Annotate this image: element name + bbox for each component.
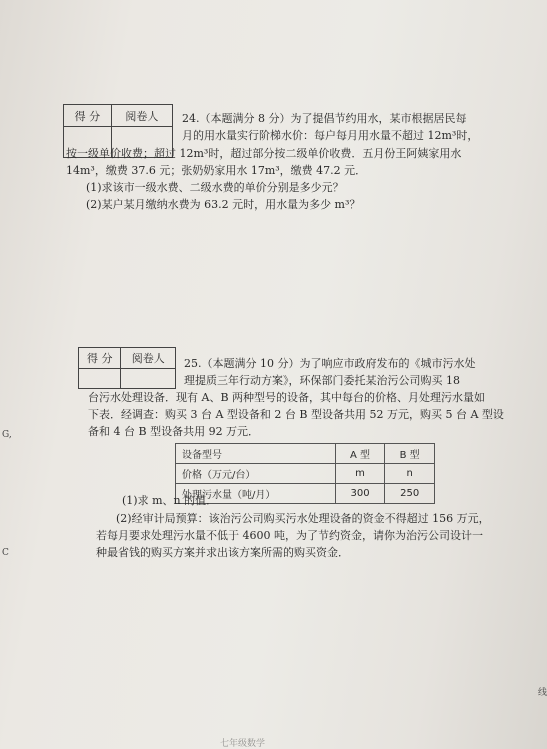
score-cell bbox=[79, 369, 121, 389]
q24-line-1-wrap bbox=[182, 110, 466, 127]
table-header-row bbox=[176, 444, 435, 464]
q25-sub-2-line-1: (2)经审计局预算：该治污公司购买污水处理设备的资金不得超过 156 万元， bbox=[116, 512, 490, 525]
q25-line-5: 备和 4 台 B 型设备共用 92 万元． bbox=[88, 425, 260, 438]
q24-line-3: 按一级单价收费；超过 12m³时，超过部分按二级单价收费．五月份王阿姨家用水 bbox=[66, 147, 462, 160]
q25-sub-2-line-3: 种最省钱的购买方案并求出该方案所需的购买资金． bbox=[96, 546, 349, 559]
table-cell: n bbox=[385, 464, 435, 484]
table-cell: m bbox=[335, 464, 385, 484]
q25-line-3: 台污水处理设备．现有 A、B 两种型号的设备，其中每台的价格、月处理污水量如 bbox=[88, 391, 486, 404]
q24-line-1: 24.（本题满分 8 分）为了提倡节约用水，某市根据居民每 bbox=[182, 112, 467, 125]
q24-line-4: 14m³，缴费 37.6 元；张奶奶家用水 17m³，缴费 47.2 元． bbox=[66, 164, 367, 177]
q25-line-2: 理提质三年行动方案》，环保部门委托某治污公司购买 18 bbox=[184, 374, 460, 387]
table-header-cell: B 型 bbox=[385, 444, 435, 464]
table-row bbox=[176, 464, 435, 484]
left-margin-mark: G, bbox=[2, 430, 12, 440]
q24-sub-2: (2)某户某月缴纳水费为 63.2 元时，用水量为多少 m³？ bbox=[86, 198, 361, 211]
score-label: 得 分 bbox=[64, 105, 112, 127]
q25-sub-1: (1)求 m、n 的值． bbox=[122, 494, 218, 507]
reviewer-label: 阅卷人 bbox=[121, 348, 176, 369]
q24-line-2: 月的用水量实行阶梯水价：每户每月用水量不超过 12m³时， bbox=[182, 129, 479, 142]
q25-line-4: 下表．经调查：购买 3 台 A 型设备和 2 台 B 型设备共用 52 万元，购买 5 台 A 型设 bbox=[88, 408, 504, 421]
q24-line-2-wrap bbox=[182, 127, 478, 144]
q24-body bbox=[66, 145, 461, 213]
reviewer-cell bbox=[121, 369, 176, 389]
q25-sub-1-wrap bbox=[102, 492, 217, 509]
q25-line-1: 25.（本题满分 10 分）为了响应市政府发布的《城市污水处 bbox=[184, 357, 476, 370]
q25-score-box bbox=[78, 347, 176, 389]
right-margin-mark: 线 bbox=[538, 688, 547, 698]
page-footer: 七年级数学 bbox=[220, 739, 266, 749]
table-cell: 300 bbox=[335, 484, 385, 504]
table-header-cell: 设备型号 bbox=[176, 444, 336, 464]
q25-sub-2 bbox=[96, 510, 490, 561]
table-cell: 价格（万元/台） bbox=[176, 464, 336, 484]
q25-sub-2-line-2: 若每月要求处理污水量不低于 4600 吨，为了节约资金，请你为治污公司设计一 bbox=[96, 529, 483, 542]
score-label: 得 分 bbox=[79, 348, 121, 369]
table-header-cell: A 型 bbox=[335, 444, 385, 464]
q24-sub-1: (1)求该市一级水费、二级水费的单价分别是多少元？ bbox=[86, 181, 344, 194]
q25-head bbox=[184, 355, 475, 389]
left-margin-mark: C bbox=[2, 548, 9, 558]
reviewer-label: 阅卷人 bbox=[111, 105, 172, 127]
table-cell: 250 bbox=[385, 484, 435, 504]
bleed-through-text bbox=[180, 84, 480, 102]
table-cell: 处理污水量（吨/月） bbox=[176, 484, 336, 504]
q25-body bbox=[88, 389, 504, 440]
